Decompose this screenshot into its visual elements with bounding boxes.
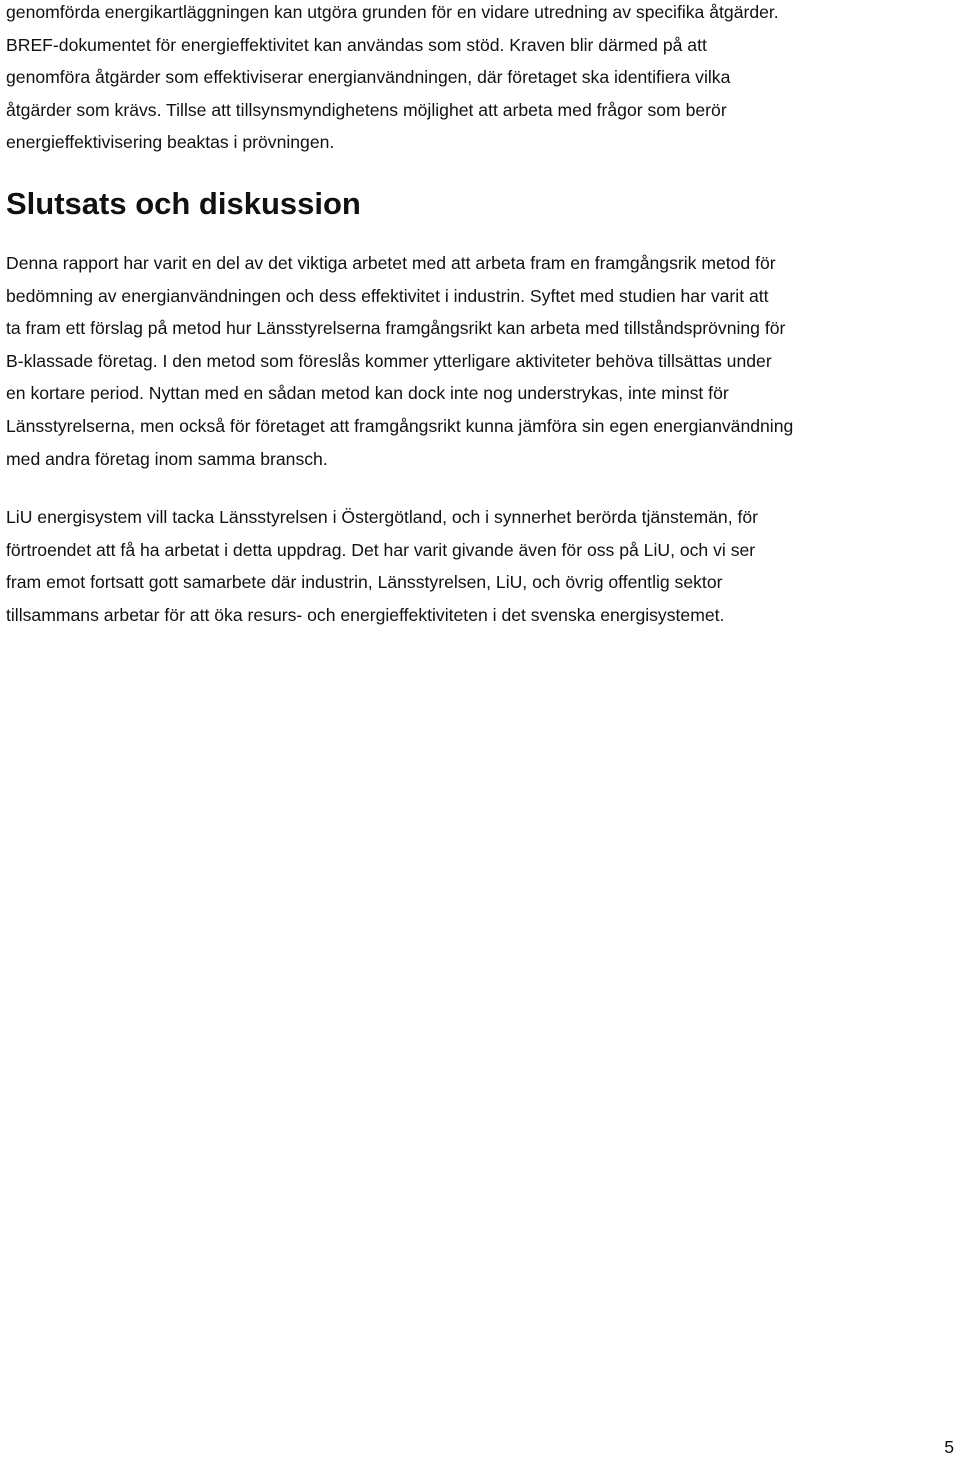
text-line: LiU energisystem vill tacka Länsstyrelsen i Östergötland, och i synnerhet berörda tjänstemän, för	[6, 507, 759, 527]
text-line: förtroendet att få ha arbetat i detta uppdrag. Det har varit givande även för oss på LiU, och vi ser	[6, 539, 756, 560]
text-line: genomförda energikartläggningen kan utgöra grunden för en vidare utredning av specifika åtgärder.	[6, 2, 779, 22]
conclusion-paragraph	[6, 247, 956, 475]
text-line: åtgärder som krävs. Tillse att tillsynsmyndighetens möjlighet att arbeta med frågor som berör	[6, 99, 727, 120]
text-line: genomföra åtgärder som effektiviserar energianvändningen, där företaget ska identifiera vilka	[6, 67, 731, 88]
text-line: ta fram ett förslag på metod hur Länsstyrelserna framgångsrikt kan arbeta med tillståndsprövning för	[6, 318, 786, 339]
text-line: Denna rapport har varit en del av det viktiga arbetet med att arbeta fram en framgångsrik metod för	[6, 253, 776, 273]
text-line: Länsstyrelserna, men också för företaget att framgångsrikt kunna jämföra sin egen energianvändning	[6, 415, 794, 436]
section-heading: Slutsats och diskussion	[6, 186, 361, 221]
acknowledgement-paragraph	[6, 501, 956, 631]
text-line: BREF-dokumentet för energieffektivitet kan användas som stöd. Kraven blir därmed på att	[6, 34, 707, 55]
text-line: fram emot fortsatt gott samarbete där industrin, Länsstyrelsen, LiU, och övrig offentlig sektor	[6, 572, 723, 593]
text-line: bedömning av energianvändningen och dess effektivitet i industrin. Syftet med studien har varit att	[6, 285, 769, 306]
text-line: med andra företag inom samma bransch.	[6, 448, 328, 469]
intro-paragraph	[6, 0, 956, 159]
text-line: B-klassade företag. I den metod som föreslås kommer ytterligare aktiviteter behöva tillsättas under	[6, 350, 772, 371]
text-line: tillsammans arbetar för att öka resurs- och energieffektiviteten i det svenska energisystemet.	[6, 604, 725, 625]
page-number: 5	[944, 1437, 954, 1457]
text-line: energieffektivisering beaktas i prövningen.	[6, 132, 335, 153]
text-line: en kortare period. Nyttan med en sådan metod kan dock inte nog understrykas, inte minst för	[6, 383, 729, 404]
